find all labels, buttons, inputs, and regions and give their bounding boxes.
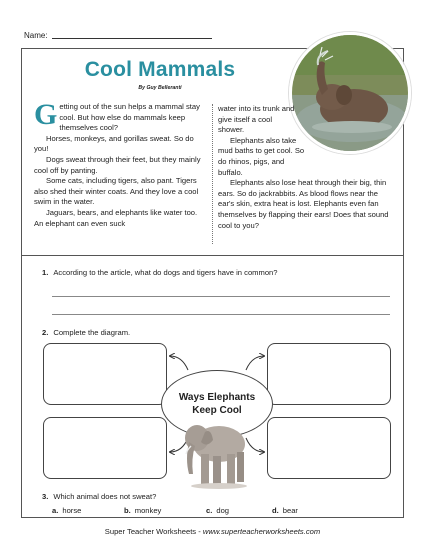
question-3 bbox=[42, 492, 156, 501]
option-letter: c. bbox=[206, 506, 213, 515]
footer-url[interactable]: www.superteacherworksheets.com bbox=[202, 527, 321, 536]
article-paragraph: Jaguars, bears, and elephants like water too. An elephant can even suck bbox=[34, 207, 198, 228]
footer-separator: - bbox=[196, 527, 203, 536]
name-label: Name: bbox=[24, 31, 48, 40]
option-label: horse bbox=[62, 506, 82, 515]
byline: By Guy Belleranti bbox=[138, 85, 182, 91]
arrow-icon bbox=[246, 356, 264, 370]
article-paragraph: Some cats, including tigers, also pant. Tigers also shed their winter coats. And they love a cool swim in the water. bbox=[34, 176, 199, 207]
diagram-box-top-right[interactable] bbox=[267, 343, 391, 405]
diagram-box-bottom-left[interactable] bbox=[43, 417, 167, 479]
answer-option-b[interactable] bbox=[124, 506, 161, 515]
question-text: Complete the diagram. bbox=[53, 328, 131, 337]
answer-option-d[interactable] bbox=[272, 506, 298, 515]
elephant-illustration bbox=[183, 414, 249, 490]
article-paragraph: Elephants also take mud baths to get cool. So do rhinos, pigs, and buffalo. bbox=[218, 135, 305, 177]
diagram-box-top-left[interactable] bbox=[43, 343, 167, 405]
question-number: 3. bbox=[42, 492, 49, 501]
article-paragraph: Dogs sweat through their feet, but they mainly cool off by panting. bbox=[34, 154, 201, 175]
option-letter: a. bbox=[52, 506, 59, 515]
footer bbox=[0, 527, 425, 536]
option-label: bear bbox=[282, 506, 298, 515]
article-paragraph: Elephants also lose heat through their big, thin ears. So do jackrabbits. As blood flows near the ear's skin, extra heat is lost. Elephants even fan themselves by flapping their ears! Does that sound cool to you? bbox=[218, 178, 389, 230]
dropcap-letter: G bbox=[34, 98, 58, 131]
option-label: monkey bbox=[134, 506, 162, 515]
diagram-center-label: Ways Elephants Keep Cool bbox=[178, 392, 256, 416]
question-number: 2. bbox=[42, 328, 49, 337]
article-paragraph: water into its trunk and give itself a cool shower. bbox=[218, 104, 295, 135]
article-paragraph: etting out of the sun helps a mammal stay cool. But how else do mammals keep themselves cool? bbox=[59, 102, 200, 133]
article-paragraph: Horses, monkeys, and gorillas sweat. So do you! bbox=[34, 133, 194, 154]
question-number: 1. bbox=[42, 268, 49, 277]
diagram-box-bottom-right[interactable] bbox=[267, 417, 391, 479]
option-letter: d. bbox=[272, 506, 279, 515]
question-text: According to the article, what do dogs and tigers have in common? bbox=[53, 268, 278, 277]
question-text: Which animal does not sweat? bbox=[53, 492, 157, 501]
footer-brand: Super Teacher Worksheets bbox=[104, 527, 197, 536]
answer-option-a[interactable] bbox=[52, 506, 81, 515]
option-letter: b. bbox=[124, 506, 131, 515]
answer-option-c[interactable] bbox=[206, 506, 229, 515]
option-label: dog bbox=[216, 506, 230, 515]
arrow-icon bbox=[170, 356, 188, 370]
page-title: Cool Mammals bbox=[84, 58, 236, 81]
